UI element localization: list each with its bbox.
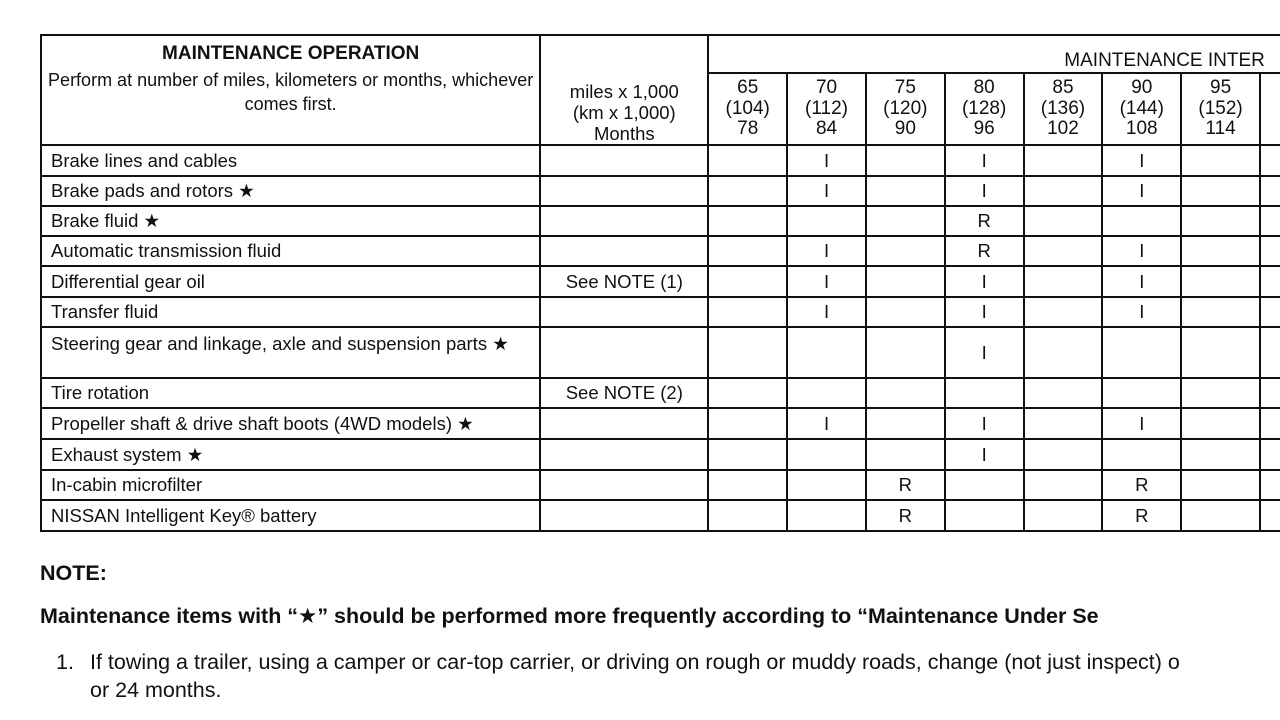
interval-km: (120) [883, 97, 928, 119]
cut-off-column [1260, 327, 1280, 378]
note-reference [540, 500, 708, 531]
interval-mark: I [945, 266, 1024, 297]
operation-subtitle: Perform at number of miles, kilometers or months, whichever comes first. [48, 70, 534, 114]
interval-months: 84 [815, 118, 838, 140]
cut-off-column [1260, 378, 1280, 408]
cut-off-column [1260, 73, 1280, 145]
interval-mark [787, 470, 866, 500]
interval-miles: 80 [973, 77, 995, 99]
maintenance-item: Propeller shaft & drive shaft boots (4WD models) ★ [41, 408, 540, 439]
interval-column-header [1024, 73, 1103, 145]
interval-mark [1024, 206, 1103, 236]
interval-km: (112) [805, 97, 848, 119]
interval-mark [787, 327, 866, 378]
interval-mark [1181, 327, 1260, 378]
note-list [56, 648, 1180, 704]
interval-mark [1181, 176, 1260, 206]
interval-mark: I [945, 408, 1024, 439]
interval-mark [1181, 206, 1260, 236]
note-star-statement: Maintenance items with “★” should be performed more frequently according to “Maintenance Under Se [40, 604, 1099, 628]
maintenance-table [40, 34, 1280, 532]
note-reference [540, 439, 708, 470]
interval-mark [1024, 378, 1103, 408]
interval-mark [787, 500, 866, 531]
table-row [41, 439, 1280, 470]
maintenance-item: Brake fluid ★ [41, 206, 540, 236]
interval-mark [1024, 236, 1103, 266]
interval-mark [708, 327, 787, 378]
interval-km: (144) [1119, 97, 1164, 119]
note-item-line1: If towing a trailer, using a camper or car-top carrier, or driving on rough or muddy roads, change (not just inspect) o [90, 650, 1180, 674]
interval-miles: 90 [1131, 77, 1153, 99]
interval-mark [1102, 327, 1181, 378]
cut-off-column [1260, 439, 1280, 470]
table-row [41, 145, 1280, 176]
maintenance-item: Automatic transmission fluid [41, 236, 540, 266]
interval-mark: I [945, 439, 1024, 470]
interval-mark [866, 266, 945, 297]
interval-months: 102 [1047, 118, 1079, 140]
interval-mark [708, 206, 787, 236]
cut-off-column [1260, 236, 1280, 266]
cut-off-column [1260, 297, 1280, 327]
cut-off-column [1260, 206, 1280, 236]
interval-miles: 95 [1210, 77, 1232, 99]
interval-column-header [787, 73, 866, 145]
interval-mark [1181, 236, 1260, 266]
operation-header [41, 35, 540, 145]
interval-mark [1102, 439, 1181, 470]
table-row [41, 266, 1280, 297]
maintenance-item: Differential gear oil [41, 266, 540, 297]
note-item-line2: or 24 months. [90, 678, 222, 702]
interval-mark [708, 500, 787, 531]
interval-mark: I [945, 297, 1024, 327]
interval-mark [708, 176, 787, 206]
interval-mark: I [1102, 266, 1181, 297]
table-row [41, 378, 1280, 408]
interval-mark [708, 470, 787, 500]
interval-column-header [1181, 73, 1260, 145]
interval-mark: R [1102, 500, 1181, 531]
interval-mark [945, 378, 1024, 408]
interval-mark: I [1102, 145, 1181, 176]
interval-mark: I [1102, 236, 1181, 266]
interval-miles: 70 [815, 77, 838, 99]
interval-mark [1102, 378, 1181, 408]
maintenance-item: Brake lines and cables [41, 145, 540, 176]
interval-mark [866, 327, 945, 378]
maintenance-item: Tire rotation [41, 378, 540, 408]
note-reference [540, 297, 708, 327]
interval-mark [1181, 266, 1260, 297]
units-km: (km x 1,000) [572, 102, 676, 123]
interval-km: (104) [725, 97, 770, 119]
interval-mark [708, 408, 787, 439]
interval-mark: I [787, 408, 866, 439]
interval-mark [1024, 408, 1103, 439]
interval-mark [945, 470, 1024, 500]
table-row [41, 500, 1280, 531]
interval-mark: R [945, 236, 1024, 266]
interval-mark [1024, 439, 1103, 470]
interval-mark [1181, 439, 1260, 470]
interval-mark: R [866, 470, 945, 500]
units-header [540, 35, 708, 145]
note-reference: See NOTE (1) [540, 266, 708, 297]
cut-off-column [1260, 500, 1280, 531]
maintenance-item: NISSAN Intelligent Key® battery [41, 500, 540, 531]
interval-mark [866, 176, 945, 206]
interval-mark [708, 236, 787, 266]
interval-mark: I [1102, 408, 1181, 439]
maintenance-item: In-cabin microfilter [41, 470, 540, 500]
interval-mark [1181, 297, 1260, 327]
interval-months: 114 [1205, 118, 1236, 140]
interval-mark [1181, 145, 1260, 176]
interval-mark [1024, 500, 1103, 531]
maintenance-item: Brake pads and rotors ★ [41, 176, 540, 206]
interval-mark [787, 378, 866, 408]
table-row [41, 206, 1280, 236]
cut-off-column [1260, 176, 1280, 206]
cut-off-column [1260, 145, 1280, 176]
table-row [41, 297, 1280, 327]
cut-off-column [1260, 408, 1280, 439]
note-reference [540, 327, 708, 378]
table-row [41, 470, 1280, 500]
interval-mark [1102, 206, 1181, 236]
interval-mark [1024, 266, 1103, 297]
interval-mark [708, 297, 787, 327]
interval-km: (136) [1040, 97, 1086, 119]
interval-months: 90 [894, 118, 916, 140]
maintenance-item: Transfer fluid [41, 297, 540, 327]
interval-mark [708, 145, 787, 176]
interval-mark [866, 408, 945, 439]
interval-mark: I [945, 176, 1024, 206]
interval-column-header [1102, 73, 1181, 145]
interval-mark [1024, 176, 1103, 206]
note-title: NOTE: [40, 561, 107, 585]
interval-km: (152) [1198, 97, 1243, 119]
interval-mark: I [1102, 176, 1181, 206]
units-months: Months [593, 123, 655, 144]
interval-mark [945, 500, 1024, 531]
interval-mark: R [945, 206, 1024, 236]
table-row [41, 236, 1280, 266]
maintenance-item: Exhaust system ★ [41, 439, 540, 470]
interval-mark: I [787, 145, 866, 176]
interval-miles: 65 [737, 77, 759, 99]
interval-months: 96 [973, 118, 995, 140]
interval-mark [866, 206, 945, 236]
interval-mark: R [866, 500, 945, 531]
units-miles: miles x 1,000 [569, 81, 679, 102]
interval-mark [708, 439, 787, 470]
cut-off-column [1260, 470, 1280, 500]
interval-mark [787, 206, 866, 236]
note-reference [540, 145, 708, 176]
interval-mark: I [787, 266, 866, 297]
interval-mark [1024, 145, 1103, 176]
cut-off-column [1260, 266, 1280, 297]
interval-mark: I [787, 176, 866, 206]
table-row [41, 176, 1280, 206]
operation-title: MAINTENANCE OPERATION [162, 43, 420, 64]
interval-mark [1024, 470, 1103, 500]
table-row [41, 327, 1280, 378]
interval-months: 78 [737, 118, 759, 140]
interval-mark [1181, 470, 1260, 500]
maintenance-item: Steering gear and linkage, axle and suspension parts ★ [41, 327, 540, 378]
interval-column-header [866, 73, 945, 145]
interval-mark [1181, 408, 1260, 439]
interval-mark [708, 266, 787, 297]
interval-mark [1181, 378, 1260, 408]
note-reference [540, 206, 708, 236]
interval-mark: I [787, 236, 866, 266]
interval-column-header [708, 73, 787, 145]
interval-mark: I [787, 297, 866, 327]
interval-mark [708, 378, 787, 408]
interval-mark: I [945, 327, 1024, 378]
interval-mark: I [1102, 297, 1181, 327]
interval-mark [1024, 327, 1103, 378]
interval-mark [866, 378, 945, 408]
interval-header: MAINTENANCE INTER [708, 35, 1280, 73]
note-reference [540, 408, 708, 439]
interval-months: 108 [1125, 118, 1158, 140]
note-item-number: 1. [56, 650, 74, 674]
interval-km: (128) [961, 97, 1007, 119]
interval-miles: 85 [1052, 77, 1074, 99]
interval-mark: R [1102, 470, 1181, 500]
interval-mark [1181, 500, 1260, 531]
note-reference [540, 470, 708, 500]
interval-mark [1024, 297, 1103, 327]
interval-mark: I [945, 145, 1024, 176]
interval-miles: 75 [894, 77, 916, 99]
note-reference: See NOTE (2) [540, 378, 708, 408]
table-row [41, 408, 1280, 439]
interval-mark [787, 439, 866, 470]
interval-mark [866, 236, 945, 266]
note-reference [540, 236, 708, 266]
interval-mark [866, 297, 945, 327]
note-reference [540, 176, 708, 206]
interval-mark [866, 439, 945, 470]
interval-mark [866, 145, 945, 176]
interval-column-header [945, 73, 1024, 145]
